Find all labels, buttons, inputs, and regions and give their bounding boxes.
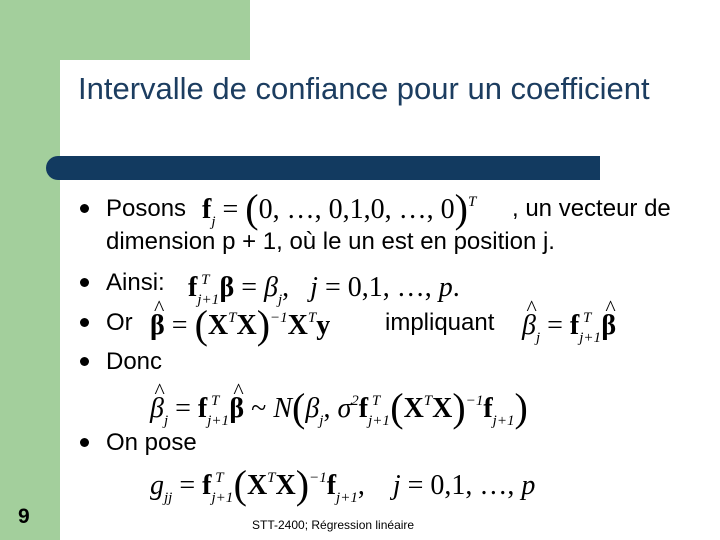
bullet-5-prefix: On pose [106,429,197,456]
top-accent-bar [0,0,250,60]
bullet-1-prefix: Posons [106,195,187,222]
formula-beta-hat: ^ $\beta = (X^TX)^{-1}X^Ty$ [150,302,330,342]
left-accent-bar [0,0,60,540]
bullet-4-prefix: Donc [106,348,163,375]
bullet-2-prefix: Ainsi: [106,269,165,296]
formula-ainsi: $f_{j+1}^T$ $\beta = \beta_j$, j = 0,1, …, p. [188,272,460,308]
title-rule [46,156,600,180]
bullet-dot [80,204,89,213]
bullet-3-prefix: Or [106,309,133,336]
bullet-1-suffix: , un vecteur de [512,195,671,222]
bullet-3-mid: impliquant [385,309,495,336]
bullet-dot [80,318,89,327]
page-number: 9 [18,505,30,528]
formula-f-j: $f_j = (0$, …, 0,1,0, …, 0)$^T$ [202,186,477,231]
slide-title: Intervalle de confiance pour un coefficient [78,71,650,106]
formula-distribution: ^ $\beta_j$ = $f_{j+1}^T\^{}$ β ~ $N(\beta_j$, $\sigma^2f_{j+1}^T$ $(X^TX)^{-1}f_{j+1}$) [150,385,528,437]
bullet-dot [80,438,89,447]
bullet-dot [80,278,89,287]
bullet-1-line-2: dimension p + 1, où le un est en position j. [106,228,555,255]
footer-text: STT-2400; Régression linéaire [252,518,415,532]
bullet-dot [80,357,89,366]
formula-g-jj: $g_{jj} = f_{j+1}^T$ $(X^TX)^{-1}f_{j+1}$, j = 0,1, …, p [150,462,536,507]
formula-beta-j-hat: ^ $\beta_j$ = $f_{j+1}^T\^{}$ β [522,302,616,354]
